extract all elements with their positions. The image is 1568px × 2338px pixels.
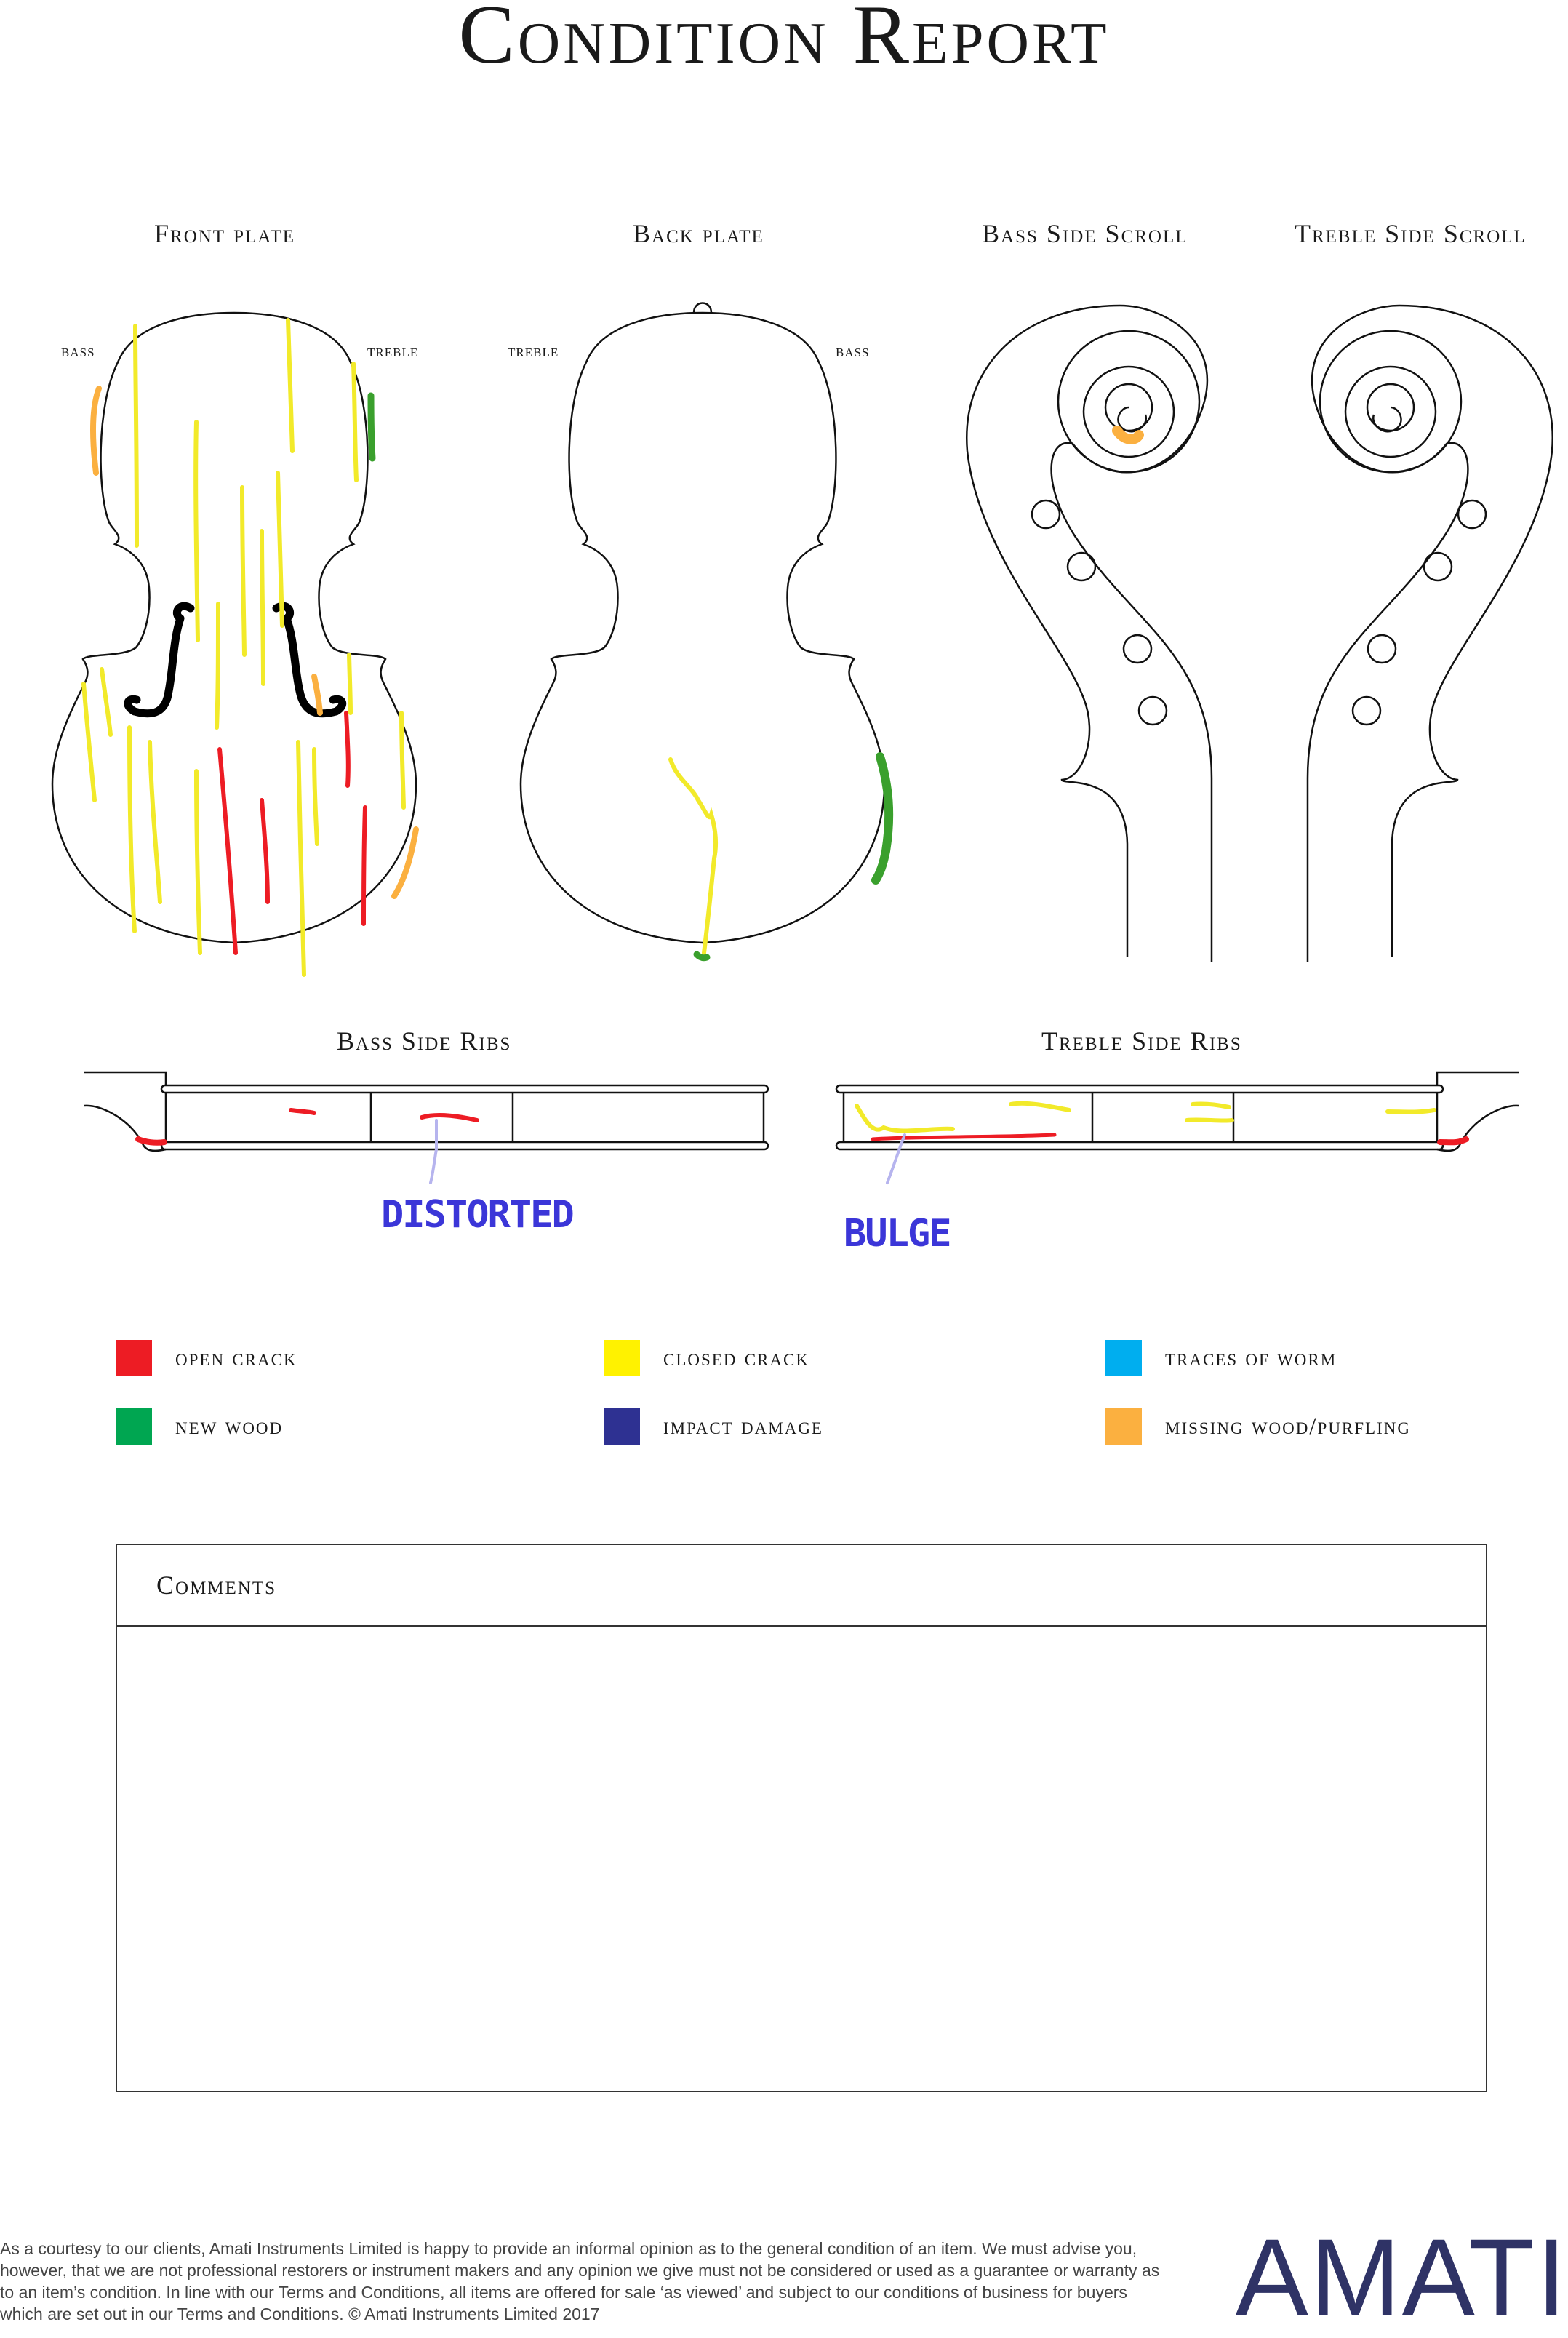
missing-wood-swatch — [1105, 1408, 1142, 1445]
bass-side-ribs-label: Bass Side Ribs — [337, 1026, 512, 1056]
f-hole-icon — [128, 606, 343, 714]
comments-box — [116, 1544, 1487, 2092]
impact-damage-swatch — [604, 1408, 640, 1445]
front-plate-label: Front plate — [154, 219, 296, 248]
back-plate-label: Back plate — [633, 219, 764, 248]
back-bass-side-label: bass — [836, 342, 870, 361]
comments-heading: Comments — [156, 1571, 277, 1600]
legend-label: new wood — [175, 1413, 284, 1440]
traces-of-worm-swatch — [1105, 1340, 1142, 1376]
treble-side-scroll-outline — [1308, 306, 1553, 962]
front-plate-outline — [52, 313, 419, 943]
legend-traces-of-worm — [1105, 1340, 1337, 1376]
legend-open-crack — [116, 1340, 297, 1376]
page-title: Condition Report — [458, 0, 1110, 81]
legend-closed-crack — [604, 1340, 809, 1376]
treble-side-scroll-label: Treble Side Scroll — [1295, 219, 1527, 248]
legend-label: closed crack — [663, 1344, 809, 1371]
bass-ribs-damage — [138, 1110, 477, 1183]
bass-side-ribs-outline — [84, 1072, 768, 1151]
legend-label: impact damage — [663, 1413, 823, 1440]
legend-label: missing wood/purfling — [1165, 1413, 1411, 1440]
treble-side-ribs-label: Treble Side Ribs — [1041, 1026, 1242, 1056]
legend-missing-wood-purfling — [1105, 1408, 1411, 1445]
front-treble-side-label: treble — [367, 342, 419, 361]
treble-ribs-damage — [857, 1104, 1466, 1183]
legend-new-wood — [116, 1408, 283, 1445]
legend-label: open crack — [175, 1344, 297, 1371]
legend-label: traces of worm — [1165, 1344, 1337, 1371]
closed-crack-swatch — [604, 1340, 640, 1376]
amati-logo: AMATI — [1235, 2216, 1568, 2338]
bass-side-scroll-label: Bass Side Scroll — [982, 219, 1188, 248]
distorted-annotation: DISTORTED — [381, 1193, 573, 1237]
comments-header — [117, 1545, 1486, 1627]
bass-side-scroll-outline — [967, 306, 1212, 962]
open-crack-swatch — [116, 1340, 152, 1376]
front-bass-side-label: bass — [61, 342, 95, 361]
disclaimer-text: As a courtesy to our clients, Amati Instruments Limited is happy to provide an informal opinion as to the general condition of an item. We must advise you, however, that we are not professional restorers or instrument makers and any opinion we give must not be considered or used as a guarantee or warranty as to an item’s condition. In line with our Terms and Conditions, all items are offered for sale ‘as viewed’ and subject to our conditions of business for buyers which are set out in our Terms and Conditions. © Amati Instruments Limited 2017 — [0, 2239, 1160, 2323]
comments-area[interactable] — [117, 1627, 1486, 2092]
bulge-annotation: BULGE — [844, 1212, 951, 1256]
back-treble-side-label: treble — [508, 342, 559, 361]
back-plate-outline — [521, 303, 884, 943]
legend-impact-damage — [604, 1408, 823, 1445]
new-wood-swatch — [116, 1408, 152, 1445]
